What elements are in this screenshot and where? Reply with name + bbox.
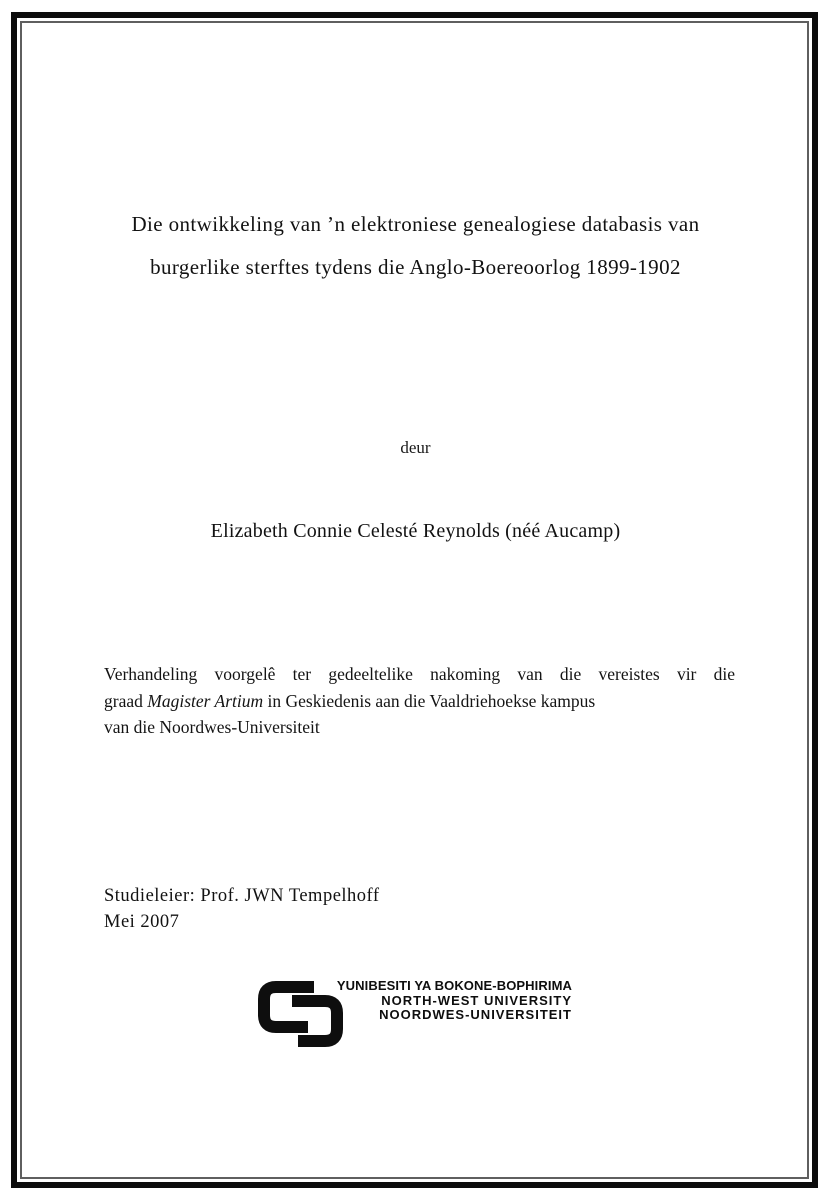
supervisor-block [104, 884, 380, 935]
degree-name-italic: Magister Artium [147, 690, 264, 711]
submission-statement-line3: van die Noordwes-Universiteit [104, 717, 320, 737]
statement-line2-suffix: in Geskiedenis aan die Vaaldriehoekse kampus [263, 690, 596, 711]
submission-statement-line2 [104, 691, 595, 711]
date-line: Mei 2007 [104, 911, 180, 932]
submission-statement-line1: Verhandeling voorgelê ter gedeeltelike nakoming van die vereistes vir die [104, 664, 735, 684]
byline-label: deur [400, 438, 431, 457]
thesis-title-line1: Die ontwikkeling van ’n elektroniese genealogiese databasis van [131, 212, 700, 236]
university-name-afrikaans: NOORDWES-UNIVERSITEIT [379, 1007, 572, 1022]
submission-statement [104, 661, 735, 741]
thesis-title [60, 203, 771, 289]
university-name-english: NORTH-WEST UNIVERSITY [381, 992, 572, 1008]
university-wordmark [250, 979, 572, 1023]
statement-line2-prefix: graad [104, 690, 148, 711]
supervisor-line: Studieleier: Prof. JWN Tempelhoff [104, 886, 380, 906]
university-name-setswana: YUNIBESITI YA BOKONE-BOPHIRIMA [336, 978, 572, 993]
thesis-title-line2: burgerlike sterftes tydens die Anglo-Boereoorlog 1899-1902 [150, 255, 681, 279]
author-name: Elizabeth Connie Celesté Reynolds (néé Aucamp) [210, 520, 621, 542]
